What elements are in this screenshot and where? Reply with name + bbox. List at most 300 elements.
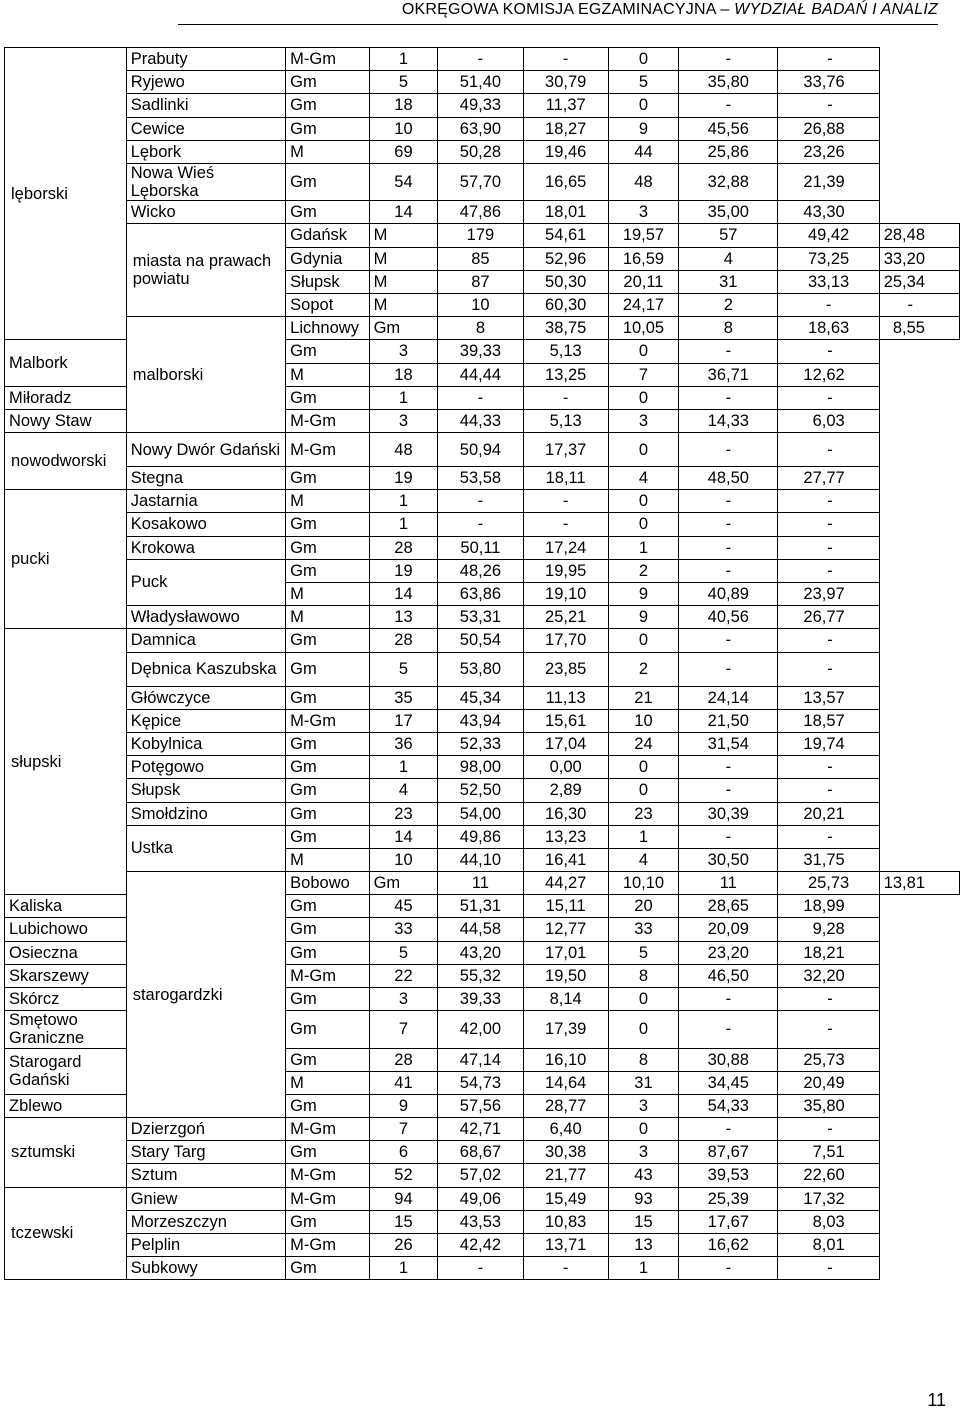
- value-cell: 11,37: [523, 94, 608, 117]
- value-cell: -: [438, 48, 523, 71]
- school-type-cell: M-Gm: [286, 709, 369, 732]
- value-cell: -: [438, 386, 523, 409]
- gmina-cell: Cewice: [126, 117, 285, 140]
- value-cell: 31,75: [778, 848, 879, 871]
- school-type-cell: M-Gm: [286, 964, 369, 987]
- value-cell: 54: [369, 163, 438, 200]
- value-cell: 31: [679, 270, 778, 293]
- powiat-cell: nowodworski: [5, 433, 127, 490]
- value-cell: 39,33: [438, 340, 523, 363]
- school-type-cell: Gm: [286, 94, 369, 117]
- school-type-cell: Gm: [286, 386, 369, 409]
- value-cell: 48,50: [679, 467, 778, 490]
- value-cell: 5: [608, 941, 678, 964]
- value-cell: -: [438, 490, 523, 513]
- value-cell: 20,11: [608, 270, 678, 293]
- value-cell: 32,88: [679, 163, 778, 200]
- table-row: [5, 513, 960, 536]
- value-cell: 4: [608, 848, 678, 871]
- value-cell: 40,89: [679, 583, 778, 606]
- value-cell: 18,57: [778, 709, 879, 732]
- powiat-cell: miasta na prawach powiatu: [126, 224, 285, 317]
- value-cell: -: [778, 340, 879, 363]
- value-cell: 11: [679, 872, 778, 895]
- value-cell: 49,33: [438, 94, 523, 117]
- value-cell: 2: [608, 652, 678, 686]
- table-row: [5, 317, 960, 340]
- value-cell: -: [438, 1257, 523, 1280]
- school-type-cell: M: [286, 490, 369, 513]
- value-cell: 54,00: [438, 802, 523, 825]
- value-cell: 15,11: [523, 895, 608, 918]
- gmina-cell: Jastarnia: [126, 490, 285, 513]
- value-cell: 19: [369, 467, 438, 490]
- value-cell: 0: [608, 779, 678, 802]
- gmina-cell: Lubichowo: [5, 918, 127, 941]
- value-cell: 0: [608, 988, 678, 1011]
- value-cell: 1: [369, 386, 438, 409]
- school-type-cell: M: [286, 363, 369, 386]
- gmina-cell: Stegna: [126, 467, 285, 490]
- gmina-cell: Potęgowo: [126, 756, 285, 779]
- value-cell: 3: [608, 201, 678, 224]
- value-cell: 53,80: [438, 652, 523, 686]
- value-cell: 17,70: [523, 629, 608, 652]
- value-cell: 17,37: [523, 433, 608, 467]
- value-cell: 3: [369, 409, 438, 432]
- gmina-cell: Smołdzino: [126, 802, 285, 825]
- table-row: [5, 802, 960, 825]
- value-cell: 43,94: [438, 709, 523, 732]
- value-cell: 0: [608, 629, 678, 652]
- value-cell: 21,39: [778, 163, 879, 200]
- table-row: [5, 117, 960, 140]
- value-cell: 9: [608, 117, 678, 140]
- value-cell: 11,13: [523, 686, 608, 709]
- gmina-cell: Ryjewo: [126, 71, 285, 94]
- school-type-cell: Gm: [286, 895, 369, 918]
- value-cell: -: [679, 48, 778, 71]
- table-row: [5, 1118, 960, 1141]
- value-cell: 10: [608, 709, 678, 732]
- value-cell: 63,86: [438, 583, 523, 606]
- value-cell: 31: [608, 1071, 678, 1094]
- value-cell: 1: [369, 756, 438, 779]
- value-cell: 13,23: [523, 825, 608, 848]
- school-type-cell: M-Gm: [286, 1118, 369, 1141]
- value-cell: 36,71: [679, 363, 778, 386]
- value-cell: 22,60: [778, 1164, 879, 1187]
- school-type-cell: M: [369, 270, 438, 293]
- value-cell: 24: [608, 732, 678, 755]
- value-cell: 1: [608, 536, 678, 559]
- table-row: [5, 652, 960, 686]
- value-cell: 8: [438, 317, 523, 340]
- value-cell: -: [679, 340, 778, 363]
- table-row: [5, 140, 960, 163]
- gmina-cell: Smętowo Graniczne: [5, 1011, 127, 1048]
- value-cell: -: [778, 988, 879, 1011]
- value-cell: 21,77: [523, 1164, 608, 1187]
- value-cell: -: [523, 386, 608, 409]
- value-cell: 52,96: [523, 247, 608, 270]
- school-type-cell: Gm: [286, 1094, 369, 1117]
- value-cell: 4: [608, 467, 678, 490]
- value-cell: 52,33: [438, 732, 523, 755]
- value-cell: 19,10: [523, 583, 608, 606]
- value-cell: -: [679, 779, 778, 802]
- page-number: 11: [927, 1390, 946, 1410]
- school-type-cell: Gm: [286, 756, 369, 779]
- powiat-cell: tczewski: [5, 1187, 127, 1280]
- value-cell: 25,34: [879, 270, 959, 293]
- table-row: [5, 94, 960, 117]
- table-row: [5, 606, 960, 629]
- table-row: [5, 825, 960, 848]
- value-cell: 10: [369, 117, 438, 140]
- value-cell: 49,06: [438, 1187, 523, 1210]
- value-cell: 33: [608, 918, 678, 941]
- value-cell: 45: [369, 895, 438, 918]
- school-type-cell: Gm: [286, 652, 369, 686]
- gmina-cell: Dzierzgoń: [126, 1118, 285, 1141]
- value-cell: 8,01: [778, 1234, 879, 1257]
- value-cell: -: [679, 988, 778, 1011]
- school-type-cell: Gm: [286, 1257, 369, 1280]
- value-cell: -: [778, 513, 879, 536]
- value-cell: 35: [369, 686, 438, 709]
- gmina-cell: Zblewo: [5, 1094, 127, 1117]
- table-row: [5, 709, 960, 732]
- value-cell: 26: [369, 1234, 438, 1257]
- value-cell: 5: [369, 941, 438, 964]
- value-cell: 53,58: [438, 467, 523, 490]
- value-cell: 14: [369, 825, 438, 848]
- value-cell: 30,38: [523, 1141, 608, 1164]
- value-cell: 0: [608, 340, 678, 363]
- value-cell: 19,95: [523, 559, 608, 582]
- value-cell: -: [523, 513, 608, 536]
- gmina-cell: Władysławowo: [126, 606, 285, 629]
- table-row: [5, 686, 960, 709]
- value-cell: 15,61: [523, 709, 608, 732]
- value-cell: -: [679, 433, 778, 467]
- value-cell: 57: [679, 224, 778, 247]
- value-cell: 50,30: [523, 270, 608, 293]
- school-type-cell: Gm: [286, 71, 369, 94]
- gmina-cell: Starogard Gdański: [5, 1048, 127, 1094]
- value-cell: 30,88: [679, 1048, 778, 1071]
- value-cell: 43,20: [438, 941, 523, 964]
- value-cell: 44: [608, 140, 678, 163]
- value-cell: 30,50: [679, 848, 778, 871]
- gmina-cell: Bobowo: [286, 872, 369, 895]
- value-cell: 3: [608, 409, 678, 432]
- gmina-cell: Gdańsk: [286, 224, 369, 247]
- value-cell: 4: [369, 779, 438, 802]
- value-cell: 21: [608, 686, 678, 709]
- value-cell: 43,53: [438, 1210, 523, 1233]
- value-cell: 23,97: [778, 583, 879, 606]
- value-cell: 5: [369, 71, 438, 94]
- value-cell: 54,73: [438, 1071, 523, 1094]
- value-cell: 42,00: [438, 1011, 523, 1048]
- value-cell: 9: [608, 606, 678, 629]
- gmina-cell: Stary Targ: [126, 1141, 285, 1164]
- gmina-cell: Dębnica Kaszubska: [126, 652, 285, 686]
- gmina-cell: Sztum: [126, 1164, 285, 1187]
- value-cell: 17,67: [679, 1210, 778, 1233]
- value-cell: 98,00: [438, 756, 523, 779]
- value-cell: 3: [369, 988, 438, 1011]
- school-type-cell: Gm: [286, 941, 369, 964]
- table-row: [5, 490, 960, 513]
- value-cell: 87: [438, 270, 523, 293]
- school-type-cell: Gm: [286, 1048, 369, 1071]
- school-type-cell: M: [286, 1071, 369, 1094]
- value-cell: -: [778, 490, 879, 513]
- value-cell: 68,67: [438, 1141, 523, 1164]
- value-cell: -: [778, 293, 879, 316]
- value-cell: 40,56: [679, 606, 778, 629]
- value-cell: 20,49: [778, 1071, 879, 1094]
- value-cell: 52,50: [438, 779, 523, 802]
- value-cell: 17,39: [523, 1011, 608, 1048]
- value-cell: 42,71: [438, 1118, 523, 1141]
- value-cell: 23,26: [778, 140, 879, 163]
- value-cell: -: [523, 48, 608, 71]
- value-cell: 7: [369, 1011, 438, 1048]
- value-cell: 25,73: [778, 872, 879, 895]
- value-cell: -: [679, 825, 778, 848]
- value-cell: 69: [369, 140, 438, 163]
- value-cell: 19: [369, 559, 438, 582]
- value-cell: -: [778, 825, 879, 848]
- value-cell: 1: [369, 513, 438, 536]
- value-cell: 8,55: [879, 317, 959, 340]
- value-cell: 13,57: [778, 686, 879, 709]
- table-row: [5, 224, 960, 247]
- gmina-cell: Słupsk: [126, 779, 285, 802]
- school-type-cell: Gm: [286, 513, 369, 536]
- table-row: [5, 1210, 960, 1233]
- table-row: [5, 779, 960, 802]
- value-cell: 28: [369, 1048, 438, 1071]
- school-type-cell: Gm: [286, 201, 369, 224]
- table-row: [5, 872, 960, 895]
- value-cell: 20: [608, 895, 678, 918]
- value-cell: 14: [369, 583, 438, 606]
- gmina-cell: Sadlinki: [126, 94, 285, 117]
- value-cell: 18,01: [523, 201, 608, 224]
- value-cell: 44,10: [438, 848, 523, 871]
- value-cell: 25,21: [523, 606, 608, 629]
- gmina-cell: Puck: [126, 559, 285, 605]
- school-type-cell: M-Gm: [286, 1234, 369, 1257]
- value-cell: 85: [438, 247, 523, 270]
- value-cell: 5: [369, 652, 438, 686]
- value-cell: 31,54: [679, 732, 778, 755]
- table-row: [5, 536, 960, 559]
- value-cell: 26,88: [778, 117, 879, 140]
- value-cell: 6: [369, 1141, 438, 1164]
- value-cell: 44,33: [438, 409, 523, 432]
- value-cell: 0: [608, 1011, 678, 1048]
- value-cell: 14,64: [523, 1071, 608, 1094]
- gmina-cell: Krokowa: [126, 536, 285, 559]
- results-table: [4, 47, 960, 1280]
- gmina-cell: Malbork: [5, 340, 127, 386]
- table-row: [5, 467, 960, 490]
- value-cell: 21,50: [679, 709, 778, 732]
- value-cell: 13: [369, 606, 438, 629]
- value-cell: 5,13: [523, 409, 608, 432]
- value-cell: 16,62: [679, 1234, 778, 1257]
- value-cell: 10: [438, 293, 523, 316]
- value-cell: 13,81: [879, 872, 959, 895]
- powiat-cell: słupski: [5, 629, 127, 895]
- powiat-cell: lęborski: [5, 48, 127, 340]
- value-cell: -: [523, 490, 608, 513]
- gmina-cell: Nowy Dwór Gdański: [126, 433, 285, 467]
- value-cell: 9: [608, 583, 678, 606]
- value-cell: 14: [369, 201, 438, 224]
- gmina-cell: Kaliska: [5, 895, 127, 918]
- value-cell: 33,20: [879, 247, 959, 270]
- school-type-cell: M-Gm: [286, 1187, 369, 1210]
- value-cell: 25,73: [778, 1048, 879, 1071]
- value-cell: 25,86: [679, 140, 778, 163]
- value-cell: 33,13: [778, 270, 879, 293]
- table-row: [5, 756, 960, 779]
- gmina-cell: Kępice: [126, 709, 285, 732]
- value-cell: 0: [608, 756, 678, 779]
- value-cell: 93: [608, 1187, 678, 1210]
- table-row: [5, 1187, 960, 1210]
- table-row: [5, 163, 960, 200]
- value-cell: 28,65: [679, 895, 778, 918]
- value-cell: -: [679, 513, 778, 536]
- value-cell: 16,65: [523, 163, 608, 200]
- value-cell: -: [778, 433, 879, 467]
- value-cell: -: [679, 490, 778, 513]
- value-cell: 16,30: [523, 802, 608, 825]
- school-type-cell: M: [369, 293, 438, 316]
- value-cell: 47,86: [438, 201, 523, 224]
- value-cell: -: [778, 94, 879, 117]
- value-cell: 10,10: [608, 872, 678, 895]
- gmina-cell: Osieczna: [5, 941, 127, 964]
- school-type-cell: Gm: [286, 559, 369, 582]
- value-cell: 8,14: [523, 988, 608, 1011]
- value-cell: 0,00: [523, 756, 608, 779]
- value-cell: 57,70: [438, 163, 523, 200]
- value-cell: 0: [608, 48, 678, 71]
- school-type-cell: Gm: [286, 988, 369, 1011]
- value-cell: 45,34: [438, 686, 523, 709]
- powiat-cell: starogardzki: [126, 872, 285, 1118]
- table-row: [5, 1234, 960, 1257]
- value-cell: 63,90: [438, 117, 523, 140]
- value-cell: 33: [369, 918, 438, 941]
- value-cell: 26,77: [778, 606, 879, 629]
- value-cell: 1: [369, 48, 438, 71]
- value-cell: 50,28: [438, 140, 523, 163]
- value-cell: 28,48: [879, 224, 959, 247]
- gmina-cell: Sopot: [286, 293, 369, 316]
- value-cell: 55,32: [438, 964, 523, 987]
- table-row: [5, 559, 960, 582]
- value-cell: 51,31: [438, 895, 523, 918]
- value-cell: 28: [369, 629, 438, 652]
- gmina-cell: Morzeszczyn: [126, 1210, 285, 1233]
- value-cell: 35,00: [679, 201, 778, 224]
- value-cell: 94: [369, 1187, 438, 1210]
- value-cell: 50,54: [438, 629, 523, 652]
- school-type-cell: Gm: [286, 825, 369, 848]
- value-cell: 0: [608, 386, 678, 409]
- value-cell: 33,76: [778, 71, 879, 94]
- header-main-text: OKRĘGOWA KOMISJA EGZAMINACYJNA –: [401, 1, 735, 18]
- value-cell: 27,77: [778, 467, 879, 490]
- value-cell: -: [778, 536, 879, 559]
- value-cell: 18,27: [523, 117, 608, 140]
- value-cell: 4: [679, 247, 778, 270]
- value-cell: 23,85: [523, 652, 608, 686]
- gmina-cell: Pelplin: [126, 1234, 285, 1257]
- value-cell: 2,89: [523, 779, 608, 802]
- value-cell: 17: [369, 709, 438, 732]
- value-cell: 0: [608, 1118, 678, 1141]
- value-cell: 57,02: [438, 1164, 523, 1187]
- value-cell: 49,42: [778, 224, 879, 247]
- gmina-cell: Lębork: [126, 140, 285, 163]
- value-cell: 17,24: [523, 536, 608, 559]
- school-type-cell: Gm: [286, 467, 369, 490]
- gmina-cell: Główczyce: [126, 686, 285, 709]
- value-cell: 1: [369, 1257, 438, 1280]
- value-cell: 35,80: [778, 1094, 879, 1117]
- value-cell: 32,20: [778, 964, 879, 987]
- gmina-cell: Skarszewy: [5, 964, 127, 987]
- school-type-cell: Gm: [286, 117, 369, 140]
- value-cell: 17,32: [778, 1187, 879, 1210]
- value-cell: 2: [679, 293, 778, 316]
- value-cell: 54,33: [679, 1094, 778, 1117]
- value-cell: 179: [438, 224, 523, 247]
- value-cell: 18,63: [778, 317, 879, 340]
- value-cell: 17,01: [523, 941, 608, 964]
- value-cell: 10,83: [523, 1210, 608, 1233]
- table-row: [5, 1164, 960, 1187]
- gmina-cell: Subkowy: [126, 1257, 285, 1280]
- value-cell: -: [679, 1118, 778, 1141]
- value-cell: 8: [679, 317, 778, 340]
- value-cell: 22: [369, 964, 438, 987]
- gmina-cell: Ustka: [126, 825, 285, 871]
- value-cell: 15: [369, 1210, 438, 1233]
- value-cell: -: [778, 48, 879, 71]
- value-cell: 18,11: [523, 467, 608, 490]
- table-row: [5, 201, 960, 224]
- school-type-cell: Gm: [286, 918, 369, 941]
- value-cell: 8: [608, 1048, 678, 1071]
- table-row: [5, 1141, 960, 1164]
- table-row: [5, 629, 960, 652]
- value-cell: -: [778, 629, 879, 652]
- value-cell: 19,46: [523, 140, 608, 163]
- value-cell: 14,33: [679, 409, 778, 432]
